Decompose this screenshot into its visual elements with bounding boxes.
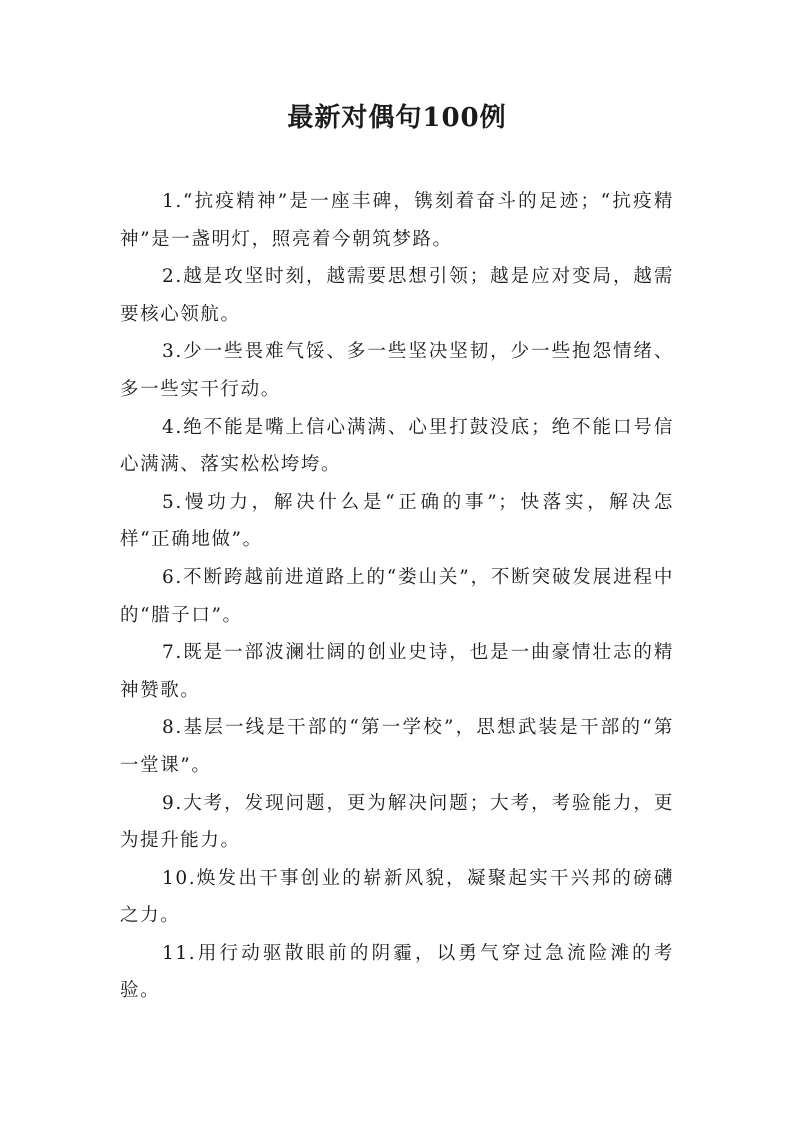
- paragraph-6: 6.不断跨越前进道路上的“娄山关”，不断突破发展进程中的“腊子口”。: [120, 566, 674, 626]
- document-title: 最新对偶句100例: [287, 103, 507, 133]
- paragraph-1: 1.“抗疫精神”是一座丰碑，镌刻着奋斗的足迹；“抗疫精神”是一盏明灯，照亮着今朝筑梦路。: [120, 191, 674, 250]
- paragraph-2: 2.越是攻坚时刻，越需要思想引领；越是应对变局，越需要核心领航。: [120, 266, 674, 325]
- paragraph-11: 11.用行动驱散眼前的阴霾，以勇气穿过急流险滩的考验。: [120, 942, 674, 1002]
- paragraph-8: 8.基层一线是干部的“第一学校”，思想武装是干部的“第一堂课”。: [120, 717, 674, 776]
- paragraph-7: 7.既是一部波澜壮阔的创业史诗，也是一曲豪情壮志的精神赞歌。: [120, 642, 674, 701]
- paragraph-3: 3.少一些畏难气馁、多一些坚决坚韧，少一些抱怨情绪、多一些实干行动。: [120, 341, 674, 400]
- paragraph-4: 4.绝不能是嘴上信心满满、心里打鼓没底；绝不能口号信心满满、落实松松垮垮。: [120, 416, 674, 476]
- paragraph-9: 9.大考，发现问题，更为解决问题；大考，考验能力，更为提升能力。: [120, 792, 674, 852]
- paragraph-5: 5.慢功力，解决什么是“正确的事”；快落实，解决怎样“正确地做”。: [120, 491, 674, 551]
- document-body: [120, 183, 674, 1010]
- paragraph-10: 10.焕发出干事创业的崭新风貌，凝聚起实干兴邦的磅礴之力。: [120, 867, 674, 927]
